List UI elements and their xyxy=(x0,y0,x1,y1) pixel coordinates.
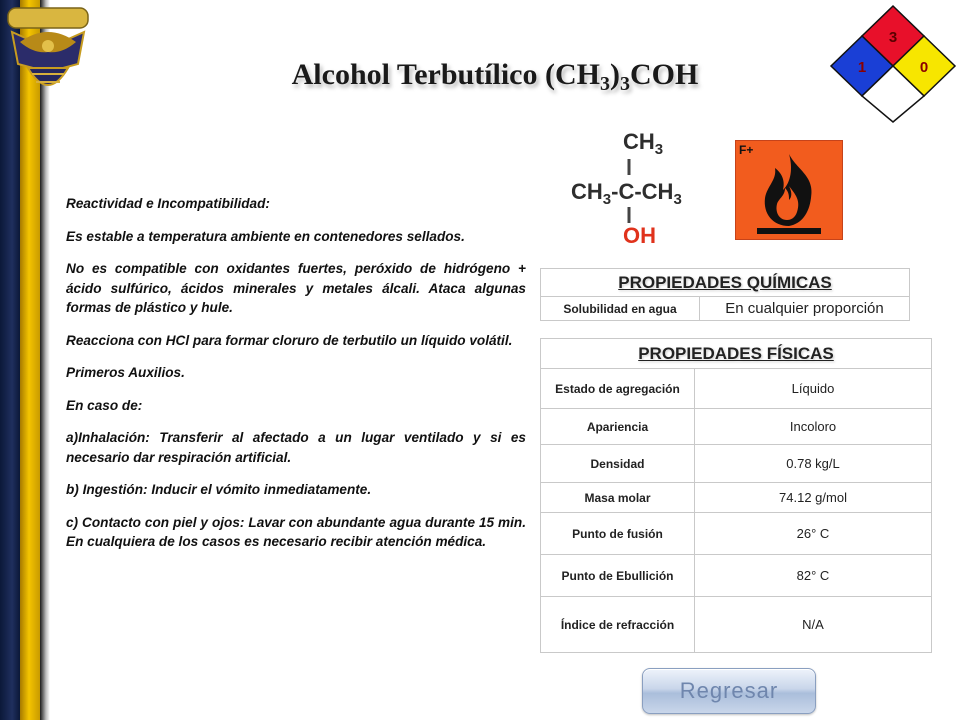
left-navy-bar xyxy=(0,0,20,720)
property-label: Índice de refracción xyxy=(541,597,695,653)
property-label: Masa molar xyxy=(541,483,695,513)
first-aid-heading: Primeros Auxilios. xyxy=(66,365,185,380)
property-value: 26° C xyxy=(695,513,932,555)
inhalation-paragraph: a)Inhalación: Transferir al afectado a un lugar ventilado y si es necesario dar respiración artificial. xyxy=(66,430,526,465)
structure-hydroxyl: OH xyxy=(623,223,656,245)
skin-eye-contact-paragraph: c) Contacto con piel y ojos: Lavar con abundante agua durante 15 min. En cualquiera de los casos es necesario recibir atención médica. xyxy=(66,514,526,549)
property-value: Líquido xyxy=(695,369,932,409)
physical-properties-header: PROPIEDADES FÍSICAS xyxy=(541,339,932,369)
property-value: En cualquier proporción xyxy=(700,297,910,321)
nfpa-flammability-value: 3 xyxy=(888,29,898,46)
table-row xyxy=(541,369,932,409)
hcl-reaction-paragraph: Reacciona con HCl para formar cloruro de terbutilo un líquido volátil. xyxy=(66,332,513,348)
property-label: Apariencia xyxy=(541,409,695,445)
structure-top-text: $CH_3$ xyxy=(623,129,664,158)
stability-paragraph: Es estable a temperatura ambiente en contenedores sellados. xyxy=(66,228,465,244)
safety-text xyxy=(66,194,526,565)
university-crest-icon xyxy=(2,2,94,106)
property-value: 74.12 g/mol xyxy=(695,483,932,513)
table-row xyxy=(541,597,932,653)
property-value: 82° C xyxy=(695,555,932,597)
table-row xyxy=(541,555,932,597)
left-shadow-bar xyxy=(40,0,50,720)
chemical-structure-diagram xyxy=(565,125,705,245)
back-button[interactable]: Regresar xyxy=(642,668,816,714)
table-row xyxy=(541,297,910,321)
ingestion-paragraph: b) Ingestión: Inducir el vómito inmediatamente. xyxy=(66,482,372,497)
table-row xyxy=(541,513,932,555)
table-row xyxy=(541,483,932,513)
page-title: Alcohol Terbutílico $(CH_3)_3COH$ xyxy=(291,58,699,95)
property-label: Solubilidad en agua xyxy=(541,297,700,321)
property-label: Estado de agregación xyxy=(541,369,695,409)
property-label: Punto de Ebullición xyxy=(541,555,695,597)
structure-middle-text: $CH_3-C-CH_3$ xyxy=(571,179,682,208)
left-gold-bar xyxy=(20,0,40,720)
nfpa-diamond-icon xyxy=(828,4,958,124)
chemical-properties-header: PROPIEDADES QUÍMICAS xyxy=(541,269,910,297)
physical-properties-table xyxy=(540,338,932,653)
property-value: Incoloro xyxy=(695,409,932,445)
property-value: N/A xyxy=(695,597,932,653)
property-label: Densidad xyxy=(541,445,695,483)
property-value: 0.78 kg/L xyxy=(695,445,932,483)
nfpa-health-value: 1 xyxy=(857,59,867,76)
in-case-of-text: En caso de: xyxy=(66,397,143,413)
nfpa-reactivity-value: 0 xyxy=(919,59,929,76)
flame-icon xyxy=(735,140,843,240)
chemical-properties-table xyxy=(540,268,910,321)
pictogram-label: F+ xyxy=(739,143,754,157)
table-row xyxy=(541,409,932,445)
property-label: Punto de fusión xyxy=(541,513,695,555)
reactivity-heading: Reactividad e Incompatibilidad: xyxy=(66,196,270,211)
incompatibility-paragraph: No es compatible con oxidantes fuertes, peróxido de hidrógeno + ácido sulfúrico, ácidos minerales y metales álcali. Ataca algunas formas de plástico y hule. xyxy=(66,261,526,315)
table-row xyxy=(541,445,932,483)
